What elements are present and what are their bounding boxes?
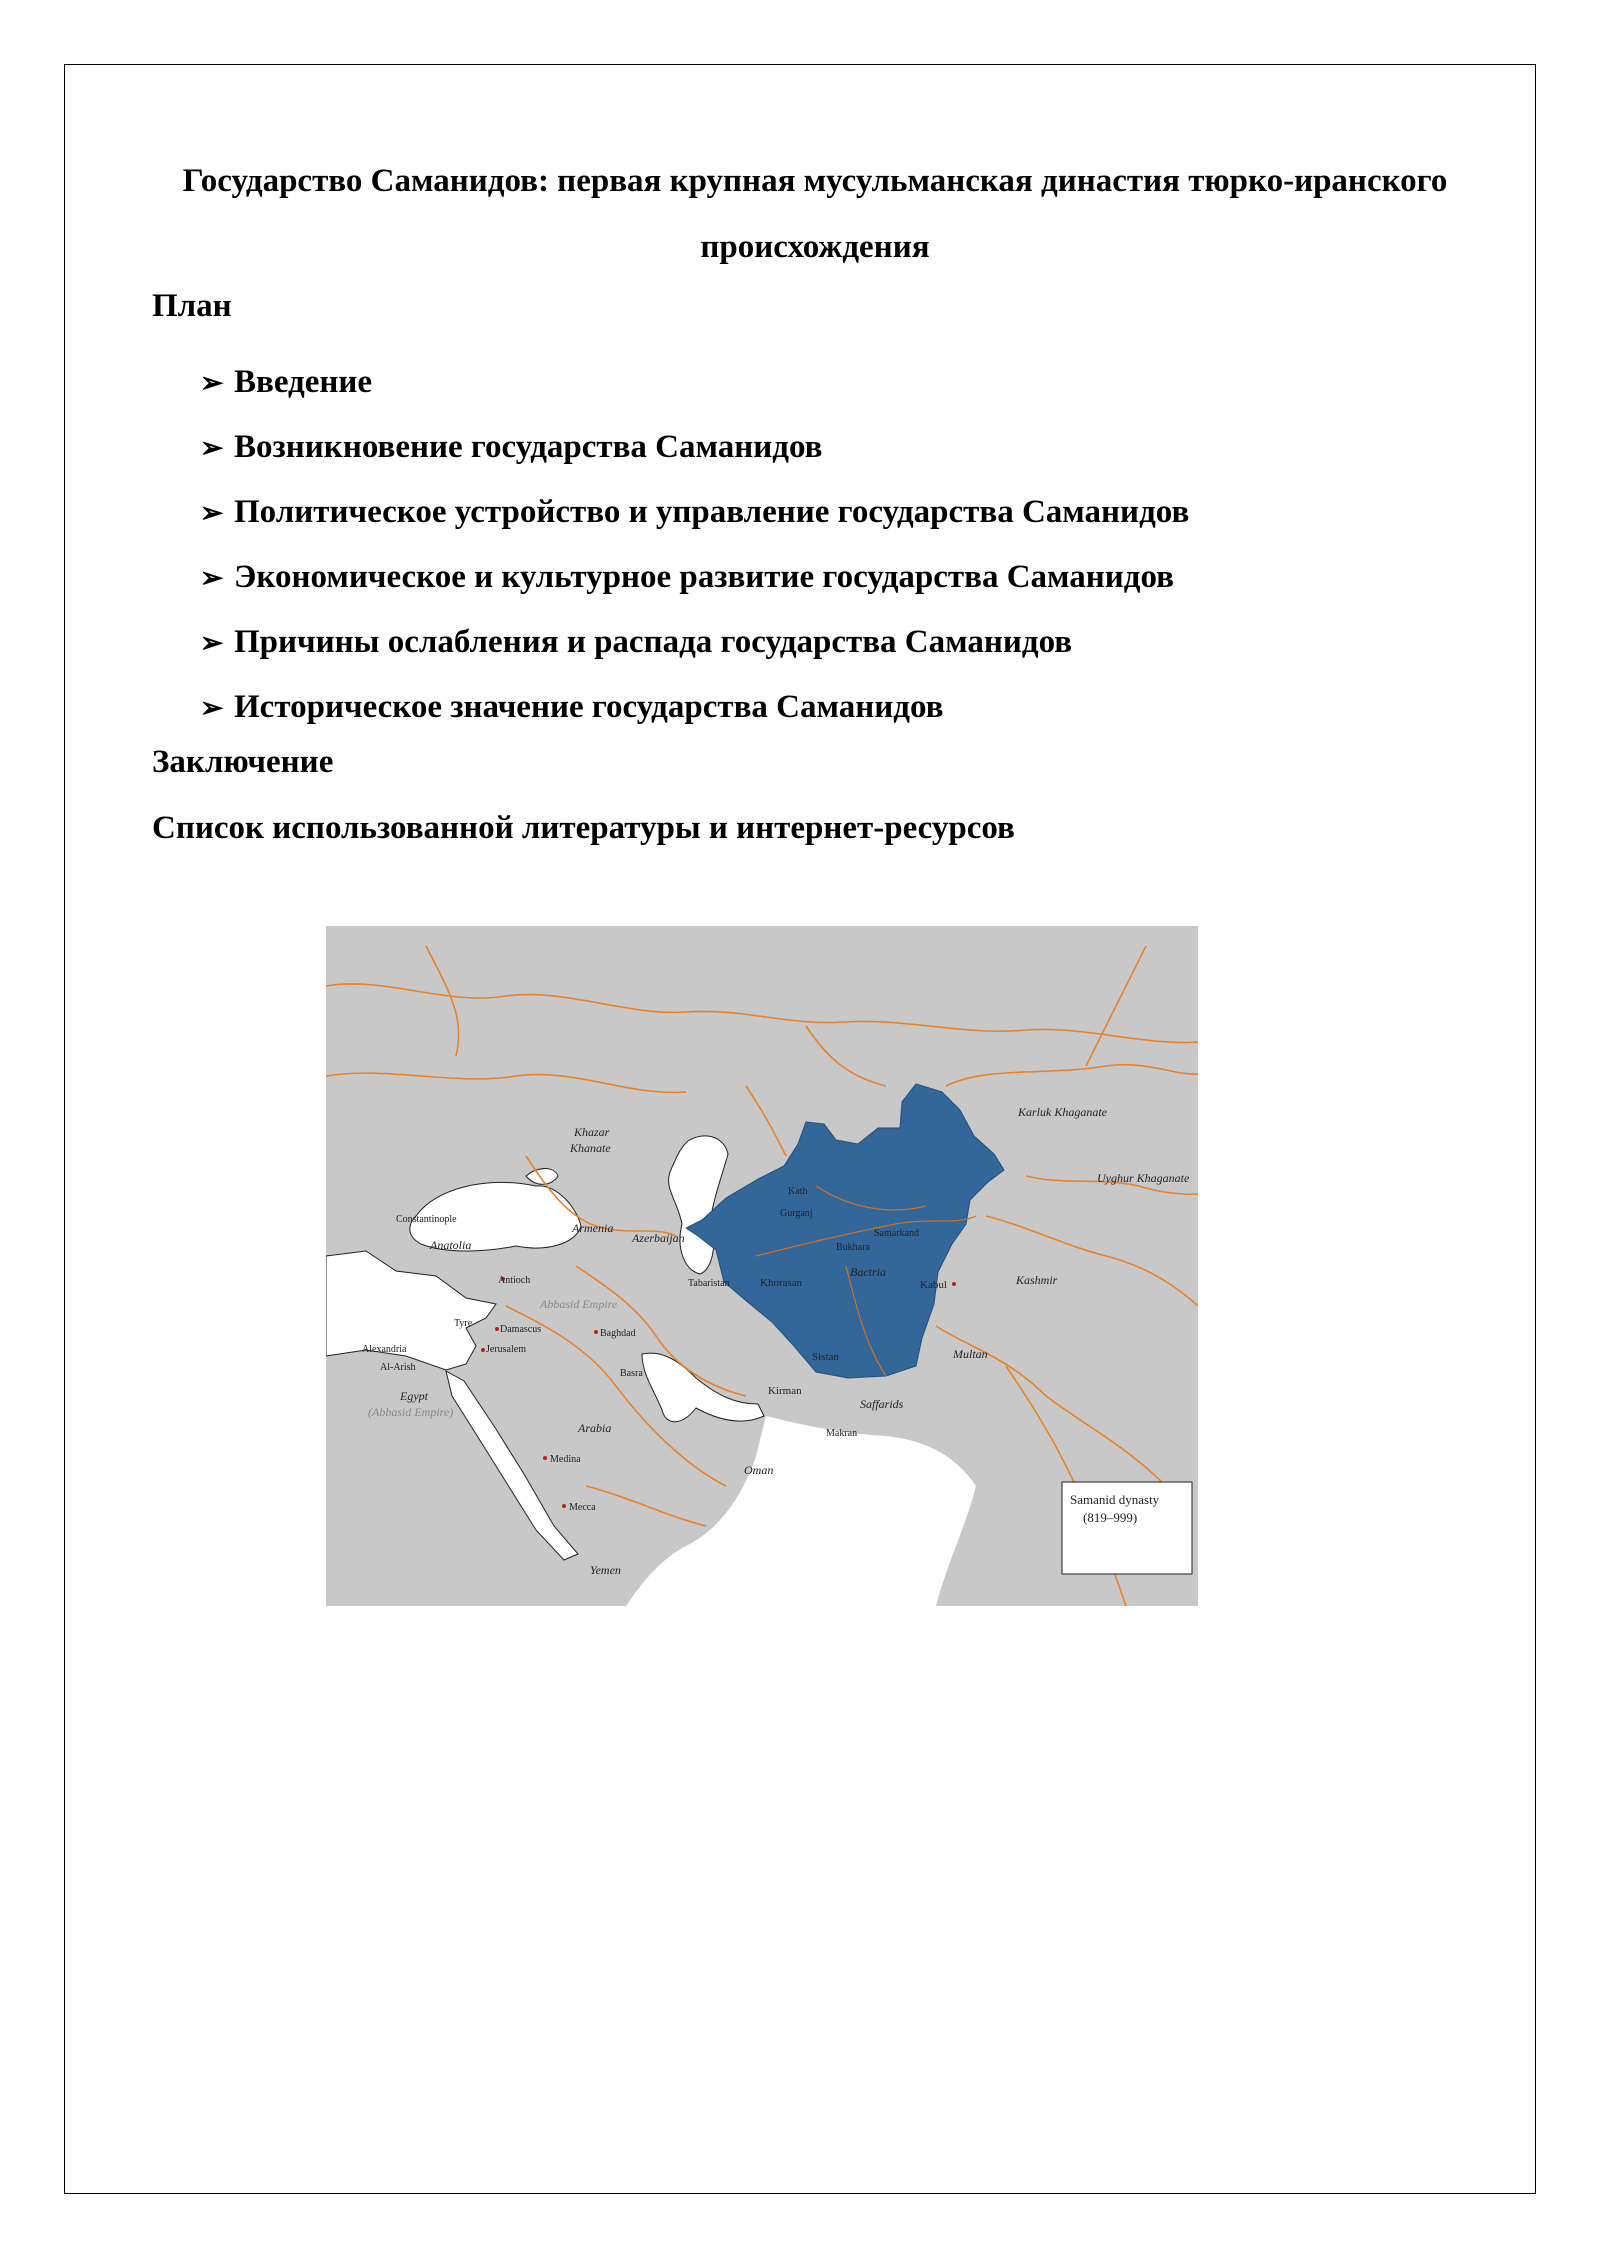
plan-item-label: Политическое устройство и управление государства Саманидов — [234, 494, 1190, 530]
label-mecca: Mecca — [569, 1502, 596, 1513]
label-alarish: Al-Arish — [380, 1362, 416, 1373]
label-tyre: Tyre — [454, 1318, 473, 1329]
label-abbasid-paren: (Abbasid Empire) — [368, 1405, 454, 1419]
label-yemen: Yemen — [590, 1563, 621, 1577]
label-multan: Multan — [953, 1347, 988, 1361]
label-constantinople: Constantinople — [396, 1214, 457, 1225]
label-tabaristan: Tabaristan — [688, 1278, 730, 1289]
arrow-bullet-icon: ➢ — [200, 627, 224, 659]
plan-item-significance — [200, 675, 1189, 740]
label-kath: Kath — [788, 1186, 808, 1197]
label-alexandria: Alexandria — [362, 1344, 407, 1355]
plan-list — [200, 350, 1189, 740]
plan-item-label: Причины ослабления и распада государства Саманидов — [234, 624, 1073, 660]
plan-item-label: Возникновение государства Саманидов — [234, 429, 823, 465]
label-abbasid: Abbasid Empire — [540, 1297, 618, 1311]
plan-item-label: Экономическое и культурное развитие государства Саманидов — [234, 559, 1175, 595]
label-saffarids: Saffarids — [860, 1397, 904, 1411]
arrow-bullet-icon: ➢ — [200, 432, 224, 464]
plan-heading: План — [152, 288, 232, 324]
label-armenia: Armenia — [572, 1221, 614, 1235]
label-kabul: Kabul — [920, 1279, 947, 1291]
label-karluk: Karluk Khaganate — [1018, 1105, 1107, 1119]
label-makran: Makran — [826, 1428, 858, 1439]
label-antioch: Antioch — [498, 1275, 531, 1286]
map-legend-title: Samanid dynasty — [1070, 1492, 1160, 1507]
arrow-bullet-icon: ➢ — [200, 692, 224, 724]
arrow-bullet-icon: ➢ — [200, 497, 224, 529]
label-anatolia: Anatolia — [430, 1238, 472, 1252]
label-uyghur: Uyghur Khaganate — [1097, 1171, 1190, 1185]
label-khanate: Khanate — [570, 1141, 611, 1155]
plan-item-economic — [200, 545, 1189, 610]
label-baghdad: Baghdad — [600, 1328, 636, 1339]
label-kirman: Kirman — [768, 1385, 802, 1397]
label-basra: Basra — [620, 1368, 643, 1379]
label-sistan: Sistan — [812, 1351, 839, 1363]
label-medina: Medina — [550, 1454, 581, 1465]
samanid-map — [326, 926, 1198, 1606]
plan-item-political — [200, 480, 1189, 545]
label-samarkand: Samarkand — [874, 1228, 919, 1239]
label-gurganj: Gurganj — [780, 1208, 813, 1219]
plan-item-label: Историческое значение государства Саманидов — [234, 689, 944, 725]
label-damascus: Damascus — [500, 1324, 542, 1335]
arrow-bullet-icon: ➢ — [200, 562, 224, 594]
label-azerbaijan: Azerbaijan — [632, 1231, 685, 1245]
label-oman: Oman — [744, 1463, 774, 1477]
plan-item-origin — [200, 415, 1189, 480]
map-legend-dates: (819–999) — [1083, 1510, 1138, 1525]
label-arabia: Arabia — [578, 1421, 612, 1435]
plan-item-decline — [200, 610, 1189, 675]
map-svg — [326, 926, 1198, 1606]
references-heading: Список использованной литературы и интернет-ресурсов — [152, 810, 1015, 846]
label-khazar: Khazar — [574, 1125, 610, 1139]
arrow-bullet-icon: ➢ — [200, 367, 224, 399]
label-bactria: Bactria — [850, 1265, 886, 1279]
plan-item-label: Введение — [234, 364, 373, 400]
plan-item-introduction — [200, 350, 1189, 415]
label-jerusalem: Jerusalem — [486, 1344, 526, 1355]
label-bukhara: Bukhara — [836, 1242, 870, 1253]
label-kashmir: Kashmir — [1016, 1273, 1058, 1287]
label-khorasan: Khorasan — [760, 1277, 803, 1289]
conclusion-heading: Заключение — [152, 744, 334, 780]
document-title: Государство Саманидов: первая крупная мусульманская династия тюрко-иранского происхождения — [182, 163, 1448, 265]
label-egypt: Egypt — [400, 1389, 428, 1403]
